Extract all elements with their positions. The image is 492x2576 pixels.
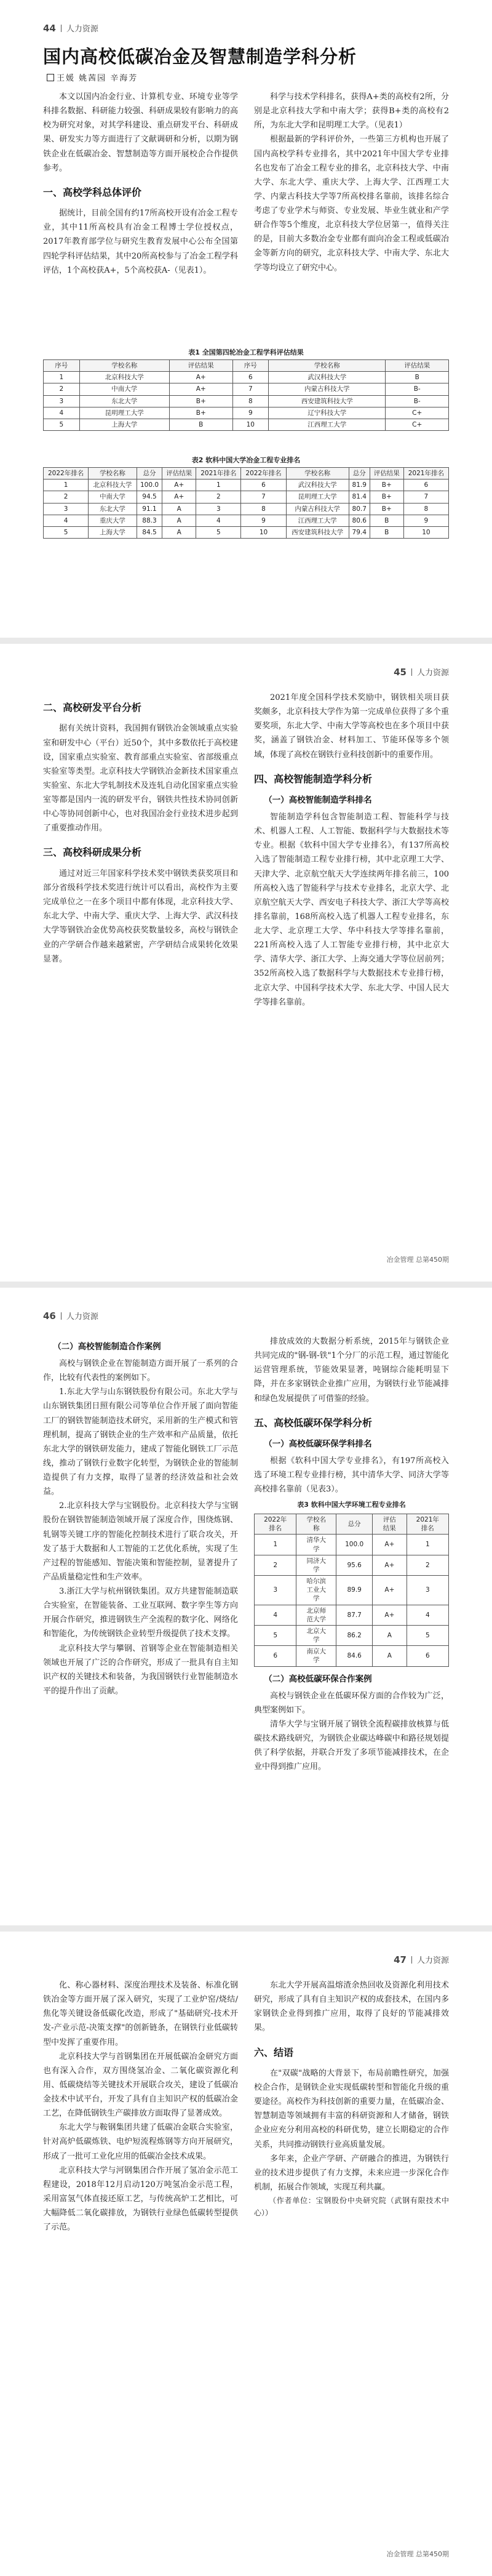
table-cell: 80.7 (349, 503, 370, 515)
table-1 (43, 345, 449, 431)
page-header (43, 1310, 449, 1322)
table-cell: A+ (170, 372, 233, 383)
header-cell: 评估结果 (373, 1514, 407, 1535)
table-cell: 1 (44, 372, 80, 383)
header-cell: 学校名称 (89, 468, 137, 479)
header-cell: 2021年排名 (196, 468, 241, 479)
table-cell: A (162, 526, 196, 538)
section-heading: 四、高校智能制造学科分析 (254, 772, 373, 785)
header-cell: 学校名称 (269, 360, 386, 372)
page-header (43, 1954, 449, 1965)
header-cell: 学校名称 (286, 468, 349, 479)
header-cell: 评估结果 (170, 360, 233, 372)
table-cell: 7 (232, 383, 269, 395)
paragraph: 据统计，目前全国有约17所高校开设有冶金工程专业，其中11所高校具有冶金工程博士学位授权点，2017年教育部学位与研究生教育发展中心公布全国第四轮学科评估结果，其中20所高校参与了冶金工程学科评估，1个高校获A+，5个高校获A-（见表1）。 (43, 209, 238, 275)
paragraph: 根据《软科中国大学专业排名》，有197所高校入选了环境工程专业排行榜，其中清华大学、同济大学等高校排名靠前（见表3）。 (254, 1456, 449, 1495)
table-cell: A (373, 1646, 407, 1666)
page-number: 45 (394, 667, 407, 678)
header-cell: 总分 (349, 468, 370, 479)
table-cell: A (162, 515, 196, 526)
table-row (44, 526, 449, 538)
table-cell: 4 (255, 1605, 296, 1625)
table-cell: 7 (403, 491, 448, 503)
table-cell: 5 (255, 1625, 296, 1645)
table-cell: 100.0 (336, 1535, 373, 1555)
table-cell: 3 (255, 1576, 296, 1605)
data-table (43, 359, 449, 431)
table-cell: B+ (370, 503, 403, 515)
table-cell: 2 (255, 1555, 296, 1575)
paragraph: 2021年度全国科学技术奖励中，钢铁相关项目获奖颇多，北京科技大学作为第一完成单位获得了多个重要奖项，东北大学、中南大学等高校也在多个项目中获奖，涵盖了钢铁冶金、材料加工、节能环保等多个领域，体现了高校在钢铁行业科技创新中的重要作用。 (254, 693, 449, 760)
paragraph: 排放成效的大数据分析系统，2015年与钢铁企业共同完成的"钢-钢-铁"1个分厂的示范工程，通过智能化运营管理系统，节能效果显著，吨钢综合能耗明显下降，并在多家钢铁企业推广应用，为钢铁行业节能减排和绿色发展提供了可借鉴的经验。 (254, 1337, 449, 1403)
table-cell: 7 (241, 491, 286, 503)
table-row (255, 1535, 449, 1555)
table-row (44, 479, 449, 491)
body-columns (43, 1978, 449, 2545)
table-cell: 1 (196, 479, 241, 491)
table-cell: 江西理工大学 (286, 515, 349, 526)
table-cell: 南京大学 (296, 1646, 336, 1666)
table-cell: 4 (44, 515, 89, 526)
table-cell: 西安建筑科技大学 (269, 395, 386, 407)
table-cell: 2 (44, 491, 89, 503)
table-cell: 中南大学 (89, 491, 137, 503)
header-cell: 2022年排名 (255, 1514, 296, 1535)
table-cell: 同济大学 (296, 1555, 336, 1575)
table-cell: C+ (386, 419, 449, 430)
page-number: 44 (43, 23, 56, 34)
table-cell: 95.6 (336, 1555, 373, 1575)
table-header-row (44, 360, 449, 372)
table-cell: B- (386, 383, 449, 395)
header-cell: 总分 (137, 468, 162, 479)
table-cell: 6 (241, 479, 286, 491)
section-heading: 三、高校科研成果分析 (43, 846, 142, 859)
header-cell: 2021年排名 (407, 1514, 448, 1535)
table-cell: 84.6 (336, 1646, 373, 1666)
table-cell: 东北大学 (89, 503, 137, 515)
article-title: 国内高校低碳冶金及智慧制造学科分析 (43, 46, 357, 67)
table-cell: 北京师范大学 (296, 1605, 336, 1625)
table-cell: B+ (170, 395, 233, 407)
subsection-heading: （二）高校智能制造合作案例 (53, 1342, 161, 1352)
paragraph: 通过对近三年国家科学技术奖中钢铁类获奖项目和部分省级科学技术奖进行统计可以看出，高校作为主要完成单位之一在多个项目中都有体现，北京科技大学、东北大学、中南大学、重庆大学、上海大学、武汉科技大学等钢铁冶金优势高校获奖数量较多，高校与钢铁企业的产学研合作越来越紧密，产学研结合成果转化效果显著。 (43, 869, 238, 964)
table-cell: 昆明理工大学 (79, 407, 169, 419)
table-cell: 4 (407, 1605, 448, 1625)
paragraph: 在"双碳"战略的大背景下，布局前瞻性研究，加强校企合作，是钢铁企业实现低碳转型和智能化升级的重要途径。高校作为科技创新的重要力量，在低碳冶金、智慧制造等领域拥有丰富的科研资源和人才储备，钢铁企业应充分利用高校的科研优势，建立长期稳定的合作关系，共同推动钢铁行业高质量发展。 (254, 2068, 449, 2149)
header-cell: 评估结果 (370, 468, 403, 479)
body-columns (43, 691, 449, 1245)
table-cell: 88.3 (137, 515, 162, 526)
header-cell: 总分 (336, 1514, 373, 1535)
table-cell: 内蒙古科技大学 (286, 503, 349, 515)
paragraph: 东北大学开展高温熔渣余热回收及资源化利用技术研究，形成了具有自主知识产权的成套技术，在国内多家钢铁企业得到推广应用，取得了良好的节能减排效果。 (254, 1981, 449, 2033)
page-header (43, 22, 449, 34)
table-cell: 内蒙古科技大学 (269, 383, 386, 395)
page-44 (0, 0, 492, 638)
table-cell: 哈尔滨工业大学 (296, 1576, 336, 1605)
table-cell: 北京科技大学 (79, 372, 169, 383)
table-cell: 武汉科技大学 (269, 372, 386, 383)
table-cell: 中南大学 (79, 383, 169, 395)
table-cell: 6 (232, 372, 269, 383)
section-name: 人力资源 (66, 25, 98, 34)
header-cell: 2022年排名 (44, 468, 89, 479)
table-cell: A+ (170, 383, 233, 395)
page-45 (0, 644, 492, 1282)
table-row (44, 395, 449, 407)
header-cell: 序号 (232, 360, 269, 372)
table-cell: 重庆大学 (89, 515, 137, 526)
table-cell: 昆明理工大学 (286, 491, 349, 503)
table-row (44, 407, 449, 419)
header-cell: 学校名称 (296, 1514, 336, 1535)
column-left (43, 691, 238, 1245)
table-cell: 81.4 (349, 491, 370, 503)
column-right (254, 1978, 449, 2545)
author-names: 王媛 姚茜园 辛海芳 (57, 74, 138, 83)
section-heading: 二、高校研发平台分析 (43, 702, 142, 713)
paragraph: 根据最新的学科评价外，一些第三方机构也开展了国内高校学科专业排名，其中2021年中国大学专业排名也发布了冶金工程专业的排名，北京科技大学、中南大学、东北大学、重庆大学、上海大学、江西理工大学、内蒙古科技大学等7所高校排名靠前，该排名综合考虑了专业学术与师资、专业发展、毕业生就业和产学研合作等5个维度，北京科技大学位居第一，值得关注的是，目前大多数冶金专业都有面向冶金工程或低碳冶金等新方向的研究，北京科技大学、中南大学、东北大学等均设立了研究中心。 (254, 135, 449, 273)
paragraph: 高校与钢铁企业在智能制造方面开展了一系列的合作，比较有代表性的案例如下。 (43, 1359, 238, 1383)
table-row (255, 1625, 449, 1645)
table-cell: 81.9 (349, 479, 370, 491)
subsection-heading: （二）高校低碳环保合作案例 (264, 1674, 372, 1684)
table-cell: 10 (232, 419, 269, 430)
header-cell: 2022年排名 (241, 468, 286, 479)
table-cell: 91.1 (137, 503, 162, 515)
table-cell: 2 (196, 491, 241, 503)
paragraph: 科学与技术学科排名，获得A+类的高校有2所，分别是北京科技大学和中南大学；获得B+类的高校有2所，为东北大学和昆明理工大学。（见表1） (254, 92, 449, 130)
table-cell: C+ (386, 407, 449, 419)
body-columns (43, 90, 449, 324)
table-cell: 9 (403, 515, 448, 526)
table-cell: A+ (373, 1576, 407, 1605)
table-cell: 1 (407, 1535, 448, 1555)
table-caption: 表2 软科中国大学冶金工程专业排名 (191, 456, 301, 464)
page-number: 46 (43, 1310, 56, 1322)
table-cell: 80.6 (349, 515, 370, 526)
table-cell: B (170, 419, 233, 430)
page-footer: 冶金管理 总第450期 (386, 2550, 449, 2558)
table-cell: 9 (232, 407, 269, 419)
page-47 (0, 1932, 492, 2576)
data-table (43, 467, 449, 539)
table-cell: 东北大学 (79, 395, 169, 407)
column-right (254, 1334, 449, 1901)
table-cell: 清华大学 (296, 1535, 336, 1555)
paragraph: 北京科技大学与攀钢、首钢等企业在智能制造相关领域也开展了广泛的合作研究，形成了一批具有自主知识产权的关键技术和装备，为我国钢铁行业智能制造水平的提升作出了贡献。 (43, 1643, 238, 1696)
table-cell: 5 (44, 526, 89, 538)
table-row (255, 1576, 449, 1605)
table-cell: 5 (407, 1625, 448, 1645)
table-cell: B+ (370, 479, 403, 491)
table-cell: 6 (407, 1646, 448, 1666)
section-heading: 六、结语 (254, 2046, 294, 2058)
table-cell: A+ (373, 1535, 407, 1555)
header-cell: 学校名称 (79, 360, 169, 372)
paragraph: 高校与钢铁企业在低碳环保方面的合作较为广泛，典型案例如下。 (254, 1691, 449, 1715)
table-cell: A+ (373, 1555, 407, 1575)
table-cell: A (373, 1625, 407, 1645)
table-cell: A+ (373, 1605, 407, 1625)
column-right (254, 90, 449, 324)
table-cell: A (162, 503, 196, 515)
table-cell: 89.9 (336, 1576, 373, 1605)
table-cell: 87.7 (336, 1605, 373, 1625)
table-cell: 3 (44, 503, 89, 515)
table-cell: 2 (44, 383, 80, 395)
table-caption: 表1 全国第四轮冶金工程学科评估结果 (188, 348, 304, 356)
table-row (44, 383, 449, 395)
table-row (255, 1646, 449, 1666)
table-cell: 3 (407, 1576, 448, 1605)
table-row (44, 491, 449, 503)
paragraph: 据有关统计资料，我国拥有钢铁冶金领域重点实验室和研发中心（平台）近50个，其中多数依托于高校建设，国家重点实验室、教育部重点实验室、省部级重点实验室等类型。北京科技大学钢铁冶金新技术国家重点实验室、东北大学轧制技术及连轧自动化国家重点实验室等都是国内一流的研发平台，钢铁共性技术协同创新中心等协同创新中心，也对我国冶金行业技术进步起到了重要推动作用。 (43, 724, 238, 833)
table-cell: 9 (241, 515, 286, 526)
table-cell: B+ (170, 407, 233, 419)
table-cell: 辽宁科技大学 (269, 407, 386, 419)
subsection-heading: （一）高校低碳环保学科排名 (264, 1439, 372, 1450)
table-cell: 86.2 (336, 1625, 373, 1645)
table-row (44, 372, 449, 383)
subsection-heading: （一）高校智能制造学科排名 (264, 795, 372, 806)
table-cell: 6 (255, 1646, 296, 1666)
table-cell: B (370, 515, 403, 526)
page-46 (0, 1288, 492, 1925)
page-footer: 冶金管理 总第450期 (386, 1256, 449, 1264)
table-cell: B- (386, 395, 449, 407)
table-row (255, 1555, 449, 1575)
authors (47, 71, 138, 83)
table-header-row (44, 468, 449, 479)
table-cell: B (370, 526, 403, 538)
table-cell: 1 (44, 479, 89, 491)
table-cell: 3 (196, 503, 241, 515)
page-header (43, 666, 449, 678)
table-cell: 上海大学 (79, 419, 169, 430)
table-cell: A+ (162, 479, 196, 491)
paragraph: 智能制造学科包含智能制造工程、智能科学与技术、机器人工程、人工智能、数据科学与大数据技术等专业。根据《软科中国大学专业排名》，有137所高校入选了智能制造工程专业排行榜，其中北京理工大学、天津大学、北京航空航天大学连续两年排名前三，100所高校入选了智能科学与技术专业排名，北京大学、北京航空航天大学、西安电子科技大学、浙江大学等高校排名靠前，168所高校入选了机器人工程专业排名，东北大学、北京理工大学、华中科技大学等排名靠前，221所高校入选了人工智能专业排行榜，其中北京大学、清华大学、浙江大学、上海交通大学等位居前列；352所高校入选了数据科学与大数据技术专业排行榜，北京大学、中国科学技术大学、东北大学、中国人民大学等排名靠前。 (254, 813, 449, 1007)
column-left (43, 1978, 238, 2545)
table-cell: 5 (196, 526, 241, 538)
table-cell: 100.0 (137, 479, 162, 491)
paragraph: 1.东北大学与山东钢铁股份有限公司。东北大学与山东钢铁集团日照有限公司等单位合作开展了面向智能工厂的钢铁智能制造技术研究，采用新的生产模式和管理机制，提高了钢铁企业的生产效率和产品质量，依托东北大学的钢铁研发能力，建成了智能化钢铁工厂示范线，推动了钢铁行业数字化转型，为钢铁企业的智能制造提供了有力支撑，取得了显著的经济效益和社会效益。 (43, 1387, 238, 1497)
section-name: 人力资源 (66, 1312, 98, 1322)
paragraph: 北京科技大学与首钢集团在开展低碳冶金研究方面也有深入合作，双方围绕氢冶金、二氧化碳资源化利用、低碳烧结等关键技术开展联合攻关，建设了低碳冶金技术中试平台，开发了具有自主知识产权的低碳冶金工艺，在降低钢铁生产碳排放方面取得了显著成效。 (43, 2052, 238, 2119)
table-cell: 4 (196, 515, 241, 526)
table-cell: 北京大学 (296, 1625, 336, 1645)
data-table-3 (254, 1514, 449, 1667)
table-cell: 84.5 (137, 526, 162, 538)
paragraph: 北京科技大学与河钢集团合作开展了氢冶金示范工程建设，2018年12月启动120万吨氢冶金示范工程，采用富氢气体直接还原工艺，与传统高炉工艺相比，可大幅降低二氧化碳排放，为钢铁行业绿色低碳转型提供了示范。 (43, 2165, 238, 2233)
paragraph: 多年来，企业产学研、产研融合的推进，为钢铁行业的技术进步提供了有力支撑，未来应进一步深化合作机制，拓展合作领域，实现互利共赢。 (254, 2154, 449, 2192)
table-cell: 79.4 (349, 526, 370, 538)
paragraph: 本文以国内冶金行业、计算机专业、环境专业等学科排名数据、科研能力较强、科研成果较有影响力的高校为研究对象，对其学科建设、重点研发平台、科研成果、研发实力等方面进行了文献调研和分析，以期为钢铁企业在低碳冶金、智慧制造等方面开展校企合作提供参考。 (43, 92, 238, 173)
table-cell: B+ (370, 491, 403, 503)
page-number: 47 (394, 1954, 407, 1965)
table-cell: 8 (241, 503, 286, 515)
table-cell: 1 (255, 1535, 296, 1555)
table-row (44, 419, 449, 430)
paragraph: 2.北京科技大学与宝钢股份。北京科技大学与宝钢股份在钢铁智能制造领域开展了深度合作，围绕炼钢、轧钢等关键工序的智能化控制技术进行了联合攻关，开发了基于大数据和人工智能的工艺优化系统，实现了生产过程的智能感知、智能决策和智能控制，显著提升了产品质量稳定性和生产效率。 (43, 1501, 238, 1582)
header-cell: 2021年排名 (403, 468, 448, 479)
section-heading: 一、高校学科总体评价 (43, 186, 142, 198)
table-cell: 94.5 (137, 491, 162, 503)
header-cell: 评估结果 (386, 360, 449, 372)
paragraph: 化、称心器材料、深度治理技术及装备、标准化钢铁冶金等方面开展了深入研究，实现了工业炉窑/烧结/焦化等关键设备低碳化改造，形成了"基础研究-技术开发-产业示范-决策支撑"的创新链条，在钢铁行业低碳转型中发挥了重要作用。 (43, 1981, 238, 2047)
table-cell: 江西理工大学 (269, 419, 386, 430)
section-heading: 五、高校低碳环保学科分析 (254, 1416, 373, 1429)
table-row (44, 515, 449, 526)
table-cell: 10 (241, 526, 286, 538)
square-icon (47, 74, 54, 81)
paragraph: 3.浙江大学与杭州钢铁集团。双方共建智能制造联合实验室，在智能装备、工业互联网、数字孪生等方向开展合作研究，推进钢铁生产全流程的数字化、网络化和智能化，为传统钢铁企业转型升级提供了技术支撑。 (43, 1587, 238, 1639)
table-cell: 西安建筑科技大学 (286, 526, 349, 538)
table-cell: 6 (403, 479, 448, 491)
table-cell: 北京科技大学 (89, 479, 137, 491)
table-cell: 8 (403, 503, 448, 515)
section-name: 人力资源 (416, 668, 449, 678)
header-cell: 评估结果 (162, 468, 196, 479)
table-cell: 上海大学 (89, 526, 137, 538)
author-affiliation: （作者单位：宝钢股份中央研究院（武钢有限技术中心）） (254, 2196, 449, 2218)
paragraph: 东北大学与鞍钢集团共建了低碳冶金联合实验室，针对高炉低碳炼铁、电炉短流程炼钢等方向开展研究，形成了一批可工业化应用的低碳冶金技术成果。 (43, 2123, 238, 2161)
table-caption: 表3 软科中国大学环境工程专业排名 (297, 1501, 406, 1509)
table-cell: 4 (44, 407, 80, 419)
table-cell: 8 (232, 395, 269, 407)
table-cell: 2 (407, 1555, 448, 1575)
table-cell: 3 (44, 395, 80, 407)
table-header-row (255, 1514, 449, 1535)
table-cell: 5 (44, 419, 80, 430)
table-cell: A+ (162, 491, 196, 503)
section-name: 人力资源 (416, 1956, 449, 1965)
paragraph: 清华大学与宝钢开展了钢铁全流程碳排放核算与低碳技术路线研究，为钢铁企业碳达峰碳中和路径规划提供了科学依据，并联合开发了多项节能减排技术，在企业中得到推广应用。 (254, 1719, 449, 1772)
table-cell: 10 (403, 526, 448, 538)
table-row (255, 1605, 449, 1625)
table-2 (43, 452, 449, 539)
column-left (43, 90, 238, 324)
body-columns (43, 1334, 449, 1901)
table-row (44, 503, 449, 515)
column-right (254, 691, 449, 1245)
table-cell: B (386, 372, 449, 383)
table-cell: 武汉科技大学 (286, 479, 349, 491)
header-cell: 序号 (44, 360, 80, 372)
column-left (43, 1334, 238, 1901)
